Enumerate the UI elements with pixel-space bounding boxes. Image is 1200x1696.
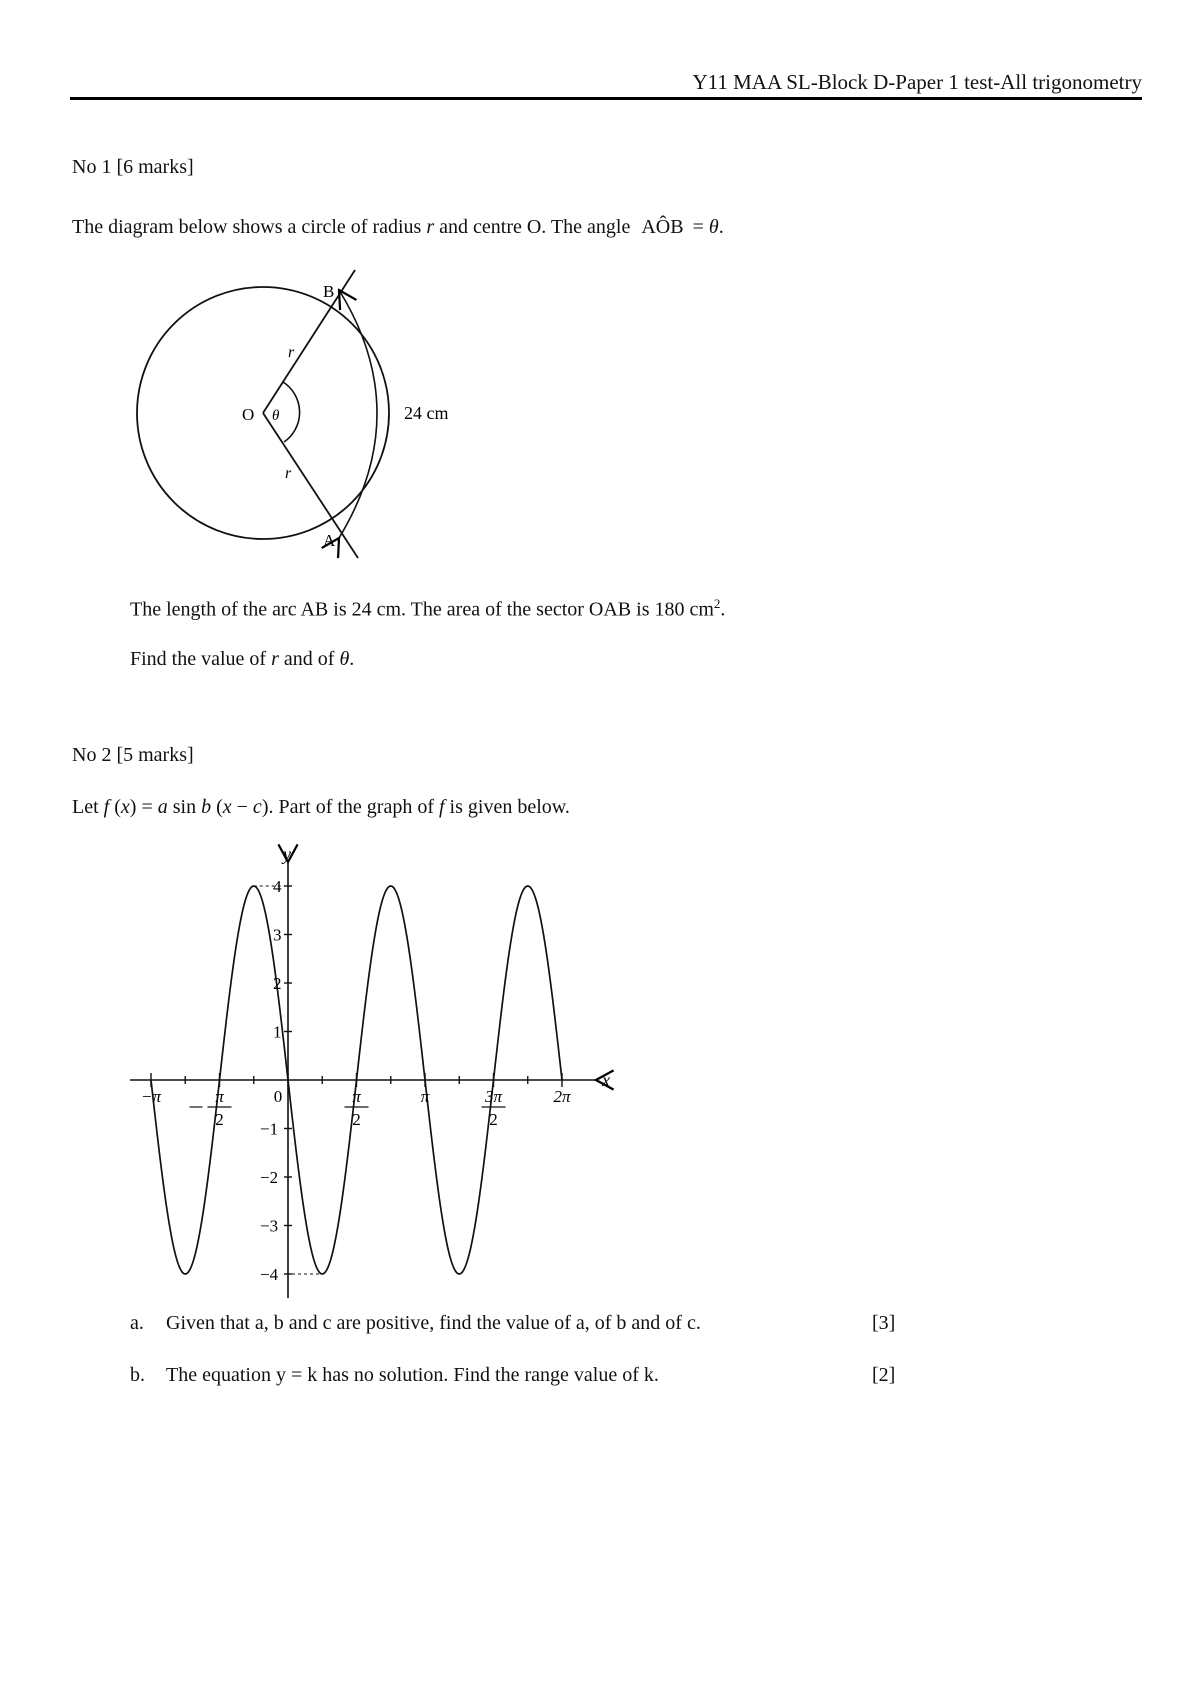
q1-label-a: A (323, 531, 336, 550)
q2-part-b-label: b. (130, 1364, 145, 1386)
q1-heading: No 1 [6 marks] (72, 156, 194, 178)
q1-arc-text-main: The length of the arc AB is 24 cm. The area of the sector OAB is 180 cm (130, 598, 714, 621)
q1-intro-r: r (426, 216, 435, 238)
x-tick-label-neg-half-pi-num: π (215, 1087, 224, 1106)
q2-part-a-label: a. (130, 1312, 144, 1334)
x-tick-label-three-half-pi-den: 2 (489, 1110, 498, 1129)
y-tick-label: −1 (260, 1119, 279, 1139)
q2-part-a-marks: [3] (872, 1312, 896, 1334)
q1-arc-sup: 2 (713, 596, 721, 611)
x-tick-label-neg-pi: −π (141, 1087, 161, 1106)
q2-let-f2: f (438, 796, 445, 818)
q1-find-end: . (349, 648, 355, 670)
page-header-title: Y11 MAA SL-Block D-Paper 1 test-All trigonometry (692, 70, 1142, 94)
q1-angle-name: AÔB (641, 216, 684, 238)
q2-let-paren2: ( (216, 796, 223, 818)
q1-intro-b: and centre O. The angle (439, 216, 631, 238)
q1-radius-oa (263, 413, 358, 558)
x-axis-label: x (602, 1070, 610, 1090)
q2-let-minus: − (236, 796, 248, 818)
x-tick-label-neg-half-pi-den: 2 (215, 1110, 224, 1129)
y-tick-label: 4 (273, 877, 282, 896)
q1-label-r-top: r (288, 344, 295, 361)
q2-let-a: Let (72, 796, 99, 818)
q1-find-theta: θ (339, 648, 350, 670)
q1-find-r: r (271, 648, 279, 670)
q2-let-c2: c (252, 796, 262, 818)
q1-angle-arc (283, 382, 300, 442)
q1-find-b: and of (283, 648, 335, 670)
q1-radius-ob (263, 270, 355, 413)
q2-let-eq: ) = (129, 796, 153, 818)
q1-dot: . (718, 216, 724, 238)
q2-let-e: ). Part of the graph of (261, 796, 434, 818)
q2-let-f: f (103, 796, 110, 818)
q1-circle-diagram (137, 270, 449, 558)
y-tick-label: 2 (273, 974, 282, 993)
x-tick-label-half-pi-den: 2 (352, 1110, 361, 1129)
x-tick-label-pi: π (420, 1087, 430, 1106)
q2-let-sin: sin (172, 796, 197, 818)
y-axis-label: y (283, 844, 291, 864)
q2-sine-graph (130, 844, 610, 1298)
x-tick-label-half-pi-num: π (352, 1087, 361, 1106)
q1-angle-eq: = (692, 216, 704, 238)
q2-part-b-text: The equation y = k has no solution. Find the range value of k. (166, 1364, 659, 1386)
q2-heading: No 2 [5 marks] (72, 744, 194, 766)
y-tick-label: 1 (273, 1022, 282, 1042)
x-tick-label-two-pi: 2π (553, 1087, 571, 1106)
y-tick-label: −4 (260, 1265, 279, 1284)
y-tick-label: −2 (260, 1168, 279, 1187)
q2-let-b2: b (201, 796, 212, 818)
q2-let-a2: a (157, 796, 168, 818)
q1-label-r-bottom: r (285, 465, 292, 482)
q1-label-arc-length: 24 cm (404, 403, 449, 423)
q1-arc-length-arrow (339, 290, 377, 538)
q1-label-o: O (242, 405, 255, 424)
q2-part-b-marks: [2] (872, 1364, 896, 1386)
q1-arc-end: . (720, 598, 726, 621)
q1-find-a: Find the value of (130, 648, 267, 670)
q1-label-theta: θ (272, 408, 280, 424)
q2-let-x: x (120, 796, 130, 818)
q1-theta: θ (708, 216, 719, 238)
q2-let-paren: ( (114, 796, 121, 818)
q2-let-x2: x (222, 796, 232, 818)
q2-let-g: is given below. (449, 796, 570, 818)
y-tick-label: 3 (273, 925, 282, 945)
q2-part-a-text: Given that a, b and c are positive, find the value of a, of b and of c. (166, 1312, 701, 1334)
x-tick-label-zero: 0 (273, 1087, 283, 1106)
q1-intro-a: The diagram below shows a circle of radius (72, 216, 422, 238)
q1-label-b: B (323, 282, 335, 301)
x-tick-label-three-half-pi-num: 3π (484, 1087, 503, 1106)
y-tick-label: −3 (260, 1216, 279, 1236)
